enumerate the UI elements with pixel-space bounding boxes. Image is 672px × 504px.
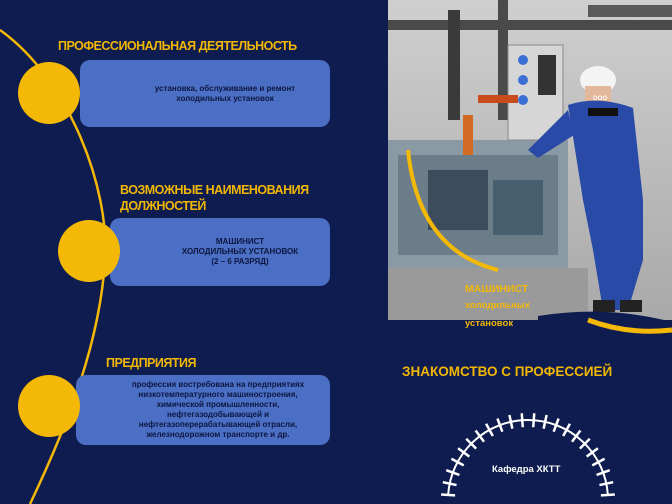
card-text-line: (2 – 6 РАЗРЯД): [211, 257, 269, 266]
arc-tick: [441, 495, 455, 496]
arc-line: [448, 420, 608, 495]
card-positions: [110, 218, 330, 286]
arc-tick: [599, 482, 613, 485]
department-logo-arc: [388, 0, 672, 504]
right-panel: [388, 0, 672, 504]
section-title-line: ДОЛЖНОСТЕЙ: [120, 199, 206, 213]
headline: ЗНАКОМСТВО С ПРОФЕССИЕЙ: [402, 364, 613, 379]
card-text-line: ХОЛОДИЛЬНЫХ УСТАНОВОК: [181, 247, 299, 256]
worker-badge: ООО: [593, 96, 608, 102]
profession-subtitle: установок: [465, 318, 514, 329]
arc-tick: [486, 424, 493, 436]
card-text: установка, обслуживание и ремонт холодильных установок: [154, 83, 296, 103]
arc-tick: [476, 431, 484, 442]
card-enterprises: [76, 375, 330, 445]
section-title-enterprises: ПРЕДПРИЯТИЯ: [106, 356, 196, 370]
timeline-circle-2: [58, 220, 120, 282]
arc-tick: [544, 415, 547, 429]
section-title-positions: [120, 182, 309, 214]
arc-tick: [522, 413, 523, 427]
arc-tick: [509, 415, 512, 429]
profession-title: МАШИНИСТ: [465, 283, 529, 295]
timeline-circle-3: [18, 375, 80, 437]
card-text-line: МАШИНИСТ: [215, 237, 265, 246]
arc-tick: [587, 448, 598, 456]
arc-tick: [533, 413, 534, 427]
card-professional-activity: [80, 60, 330, 127]
arc-tick: [563, 424, 570, 436]
profession-subtitle: холодильных: [465, 300, 531, 311]
timeline-circle-1: [18, 62, 80, 124]
department-label: Кафедра ХКТТ: [492, 464, 561, 475]
section-title-professional-activity: ПРОФЕССИОНАЛЬНАЯ ДЕЯТЕЛЬНОСТЬ: [58, 39, 297, 53]
arc-tick: [458, 448, 469, 456]
arc-tick: [443, 482, 457, 485]
arc-tick: [601, 495, 615, 496]
arc-tick: [572, 431, 580, 442]
card-text: профессия востребована на предприятиях низкотемпературного машиностроения, химической промышленности, нефтегазодобывающей и нефтегазоперерабатывающей отрасли, железнодорожном транспорте и др.: [131, 380, 305, 439]
section-title-line: ВОЗМОЖНЫЕ НАИМЕНОВАНИЯ: [120, 183, 309, 197]
